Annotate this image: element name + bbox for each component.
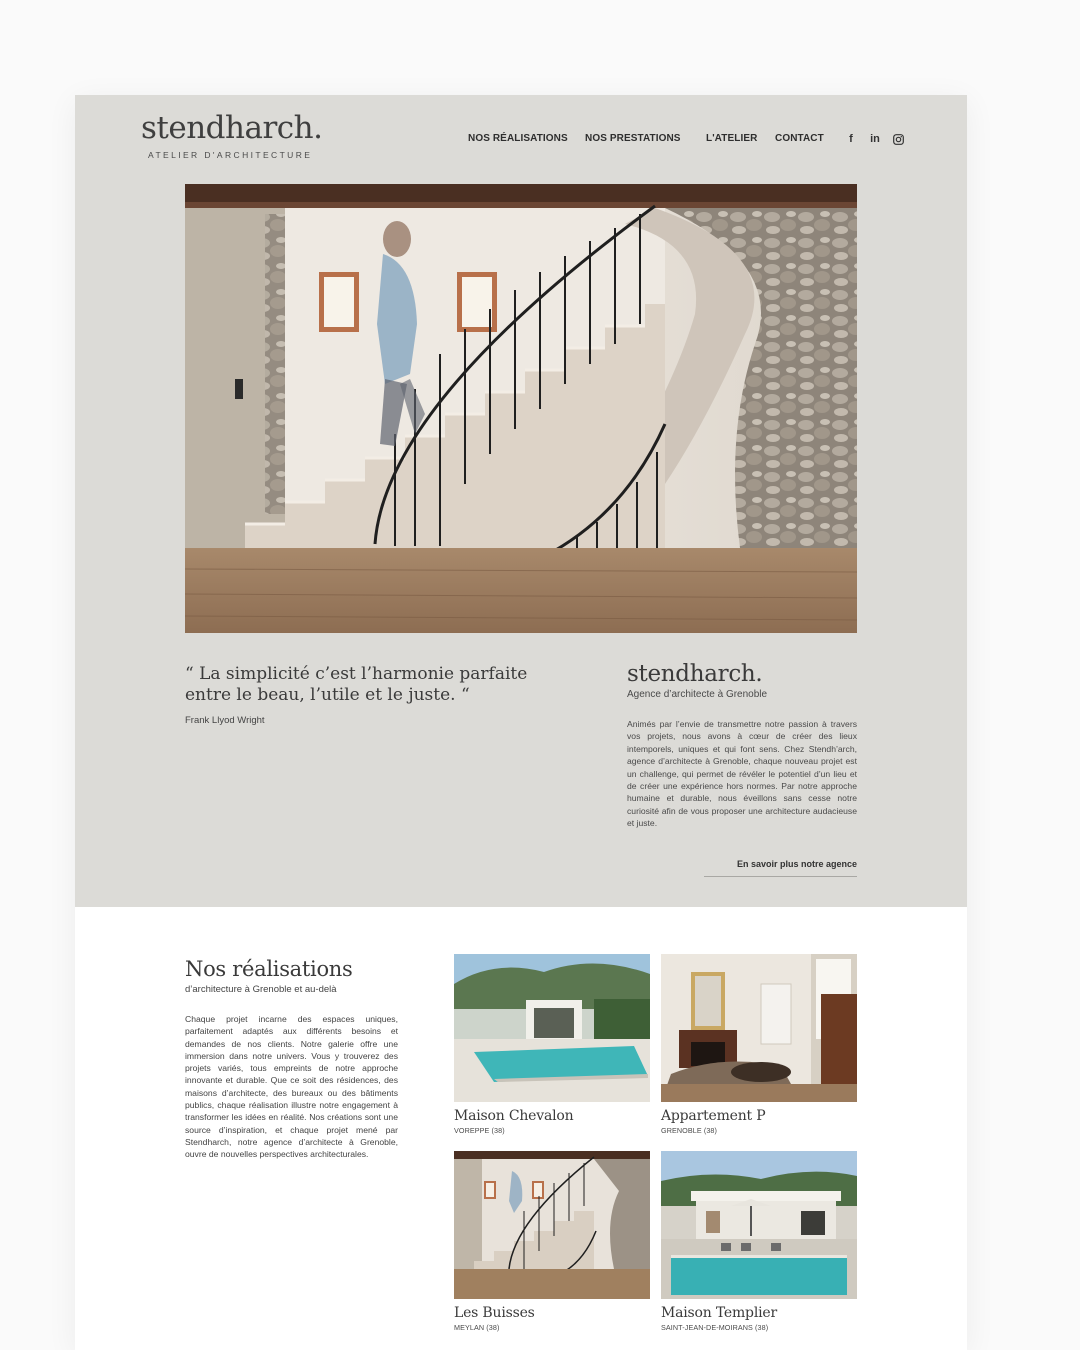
- project-location: MEYLAN (38): [454, 1323, 500, 1332]
- instagram-icon[interactable]: [891, 132, 905, 146]
- linkedin-icon[interactable]: in: [870, 133, 880, 145]
- project-location: GRENOBLE (38): [661, 1126, 718, 1135]
- project-photo[interactable]: [661, 1151, 857, 1299]
- logo[interactable]: [141, 109, 322, 160]
- project-photo[interactable]: [454, 954, 650, 1102]
- link-underline: [704, 876, 857, 877]
- project-card-appartement[interactable]: [661, 954, 857, 1135]
- project-location: VOREPPE (38): [454, 1126, 505, 1135]
- project-photo[interactable]: [454, 1151, 650, 1299]
- realisations-description: Chaque projet incarne des espaces uniques, parfaitement adaptés aux différents besoins et demandes de nos clients. Notre galerie offre une immersion dans notre univers. Vous y trouverez des projets variés, tous empreints de notre approche innovante et durable. Que ce soit des résidences, des maisons d’architecte, des bureaux ou des bâtiments publics, chaque réalisation illustre notre engagement à transformer les idées en réalité. Nos créations sont une source d’inspiration, et chaque projet mené par Stendharch, notre agence d’architecte à Grenoble, ouvre de nouvelles perspectives architecturales.: [185, 1014, 398, 1160]
- hero-photo-staircase: [185, 184, 857, 633]
- project-photo[interactable]: [661, 954, 857, 1102]
- nav-atelier[interactable]: L'ATELIER: [706, 133, 758, 144]
- project-card-templier[interactable]: [661, 1151, 857, 1332]
- realisations-title: Nos réalisations: [185, 957, 353, 981]
- quote-text: “ La simplicité c’est l’harmonie parfaite entre le beau, l’utile et le juste. “: [185, 664, 528, 705]
- hero-section: [75, 95, 967, 907]
- project-name: Les Buisses: [454, 1305, 535, 1321]
- nav-contact[interactable]: CONTACT: [775, 133, 824, 144]
- realisations-subtitle: d’architecture à Grenoble et au-delà: [185, 984, 337, 995]
- nav-realisations[interactable]: NOS RÉALISATIONS: [468, 133, 568, 144]
- nav-prestations[interactable]: NOS PRESTATIONS: [585, 133, 681, 144]
- agency-title: stendharch.: [627, 661, 763, 687]
- page-frame: [75, 95, 967, 1350]
- project-name: Maison Templier: [661, 1305, 777, 1321]
- facebook-icon[interactable]: f: [849, 133, 853, 145]
- logo-tagline: ATELIER D'ARCHITECTURE: [148, 150, 313, 160]
- agency-more-link[interactable]: En savoir plus notre agence: [736, 859, 857, 869]
- logo-wordmark: stendharch.: [141, 110, 323, 146]
- project-name: Appartement P: [661, 1108, 766, 1124]
- quote-author: Frank Llyod Wright: [185, 715, 265, 726]
- agency-subtitle: Agence d’architecte à Grenoble: [627, 689, 768, 700]
- agency-description: Animés par l’envie de transmettre notre passion à travers vos projets, nous avons à cœur de créer des lieux intemporels, uniques et qui font sens. Chez Stendh’arch, agence d’architecte à Grenoble, chaque nouveau projet est un challenge, qui permet de révéler le potentiel d’un lieu et de créer une expérience hors normes. Par notre approche humaine et durable, nous éveillons sans cesse notre curiosité afin de vous proposer une architecture audacieuse et juste.: [627, 719, 857, 829]
- project-location: SAINT-JEAN-DE-MOIRANS (38): [661, 1323, 769, 1332]
- project-name: Maison Chevalon: [454, 1108, 574, 1124]
- project-card-chevalon[interactable]: [454, 954, 650, 1135]
- project-card-buisses[interactable]: [454, 1151, 650, 1332]
